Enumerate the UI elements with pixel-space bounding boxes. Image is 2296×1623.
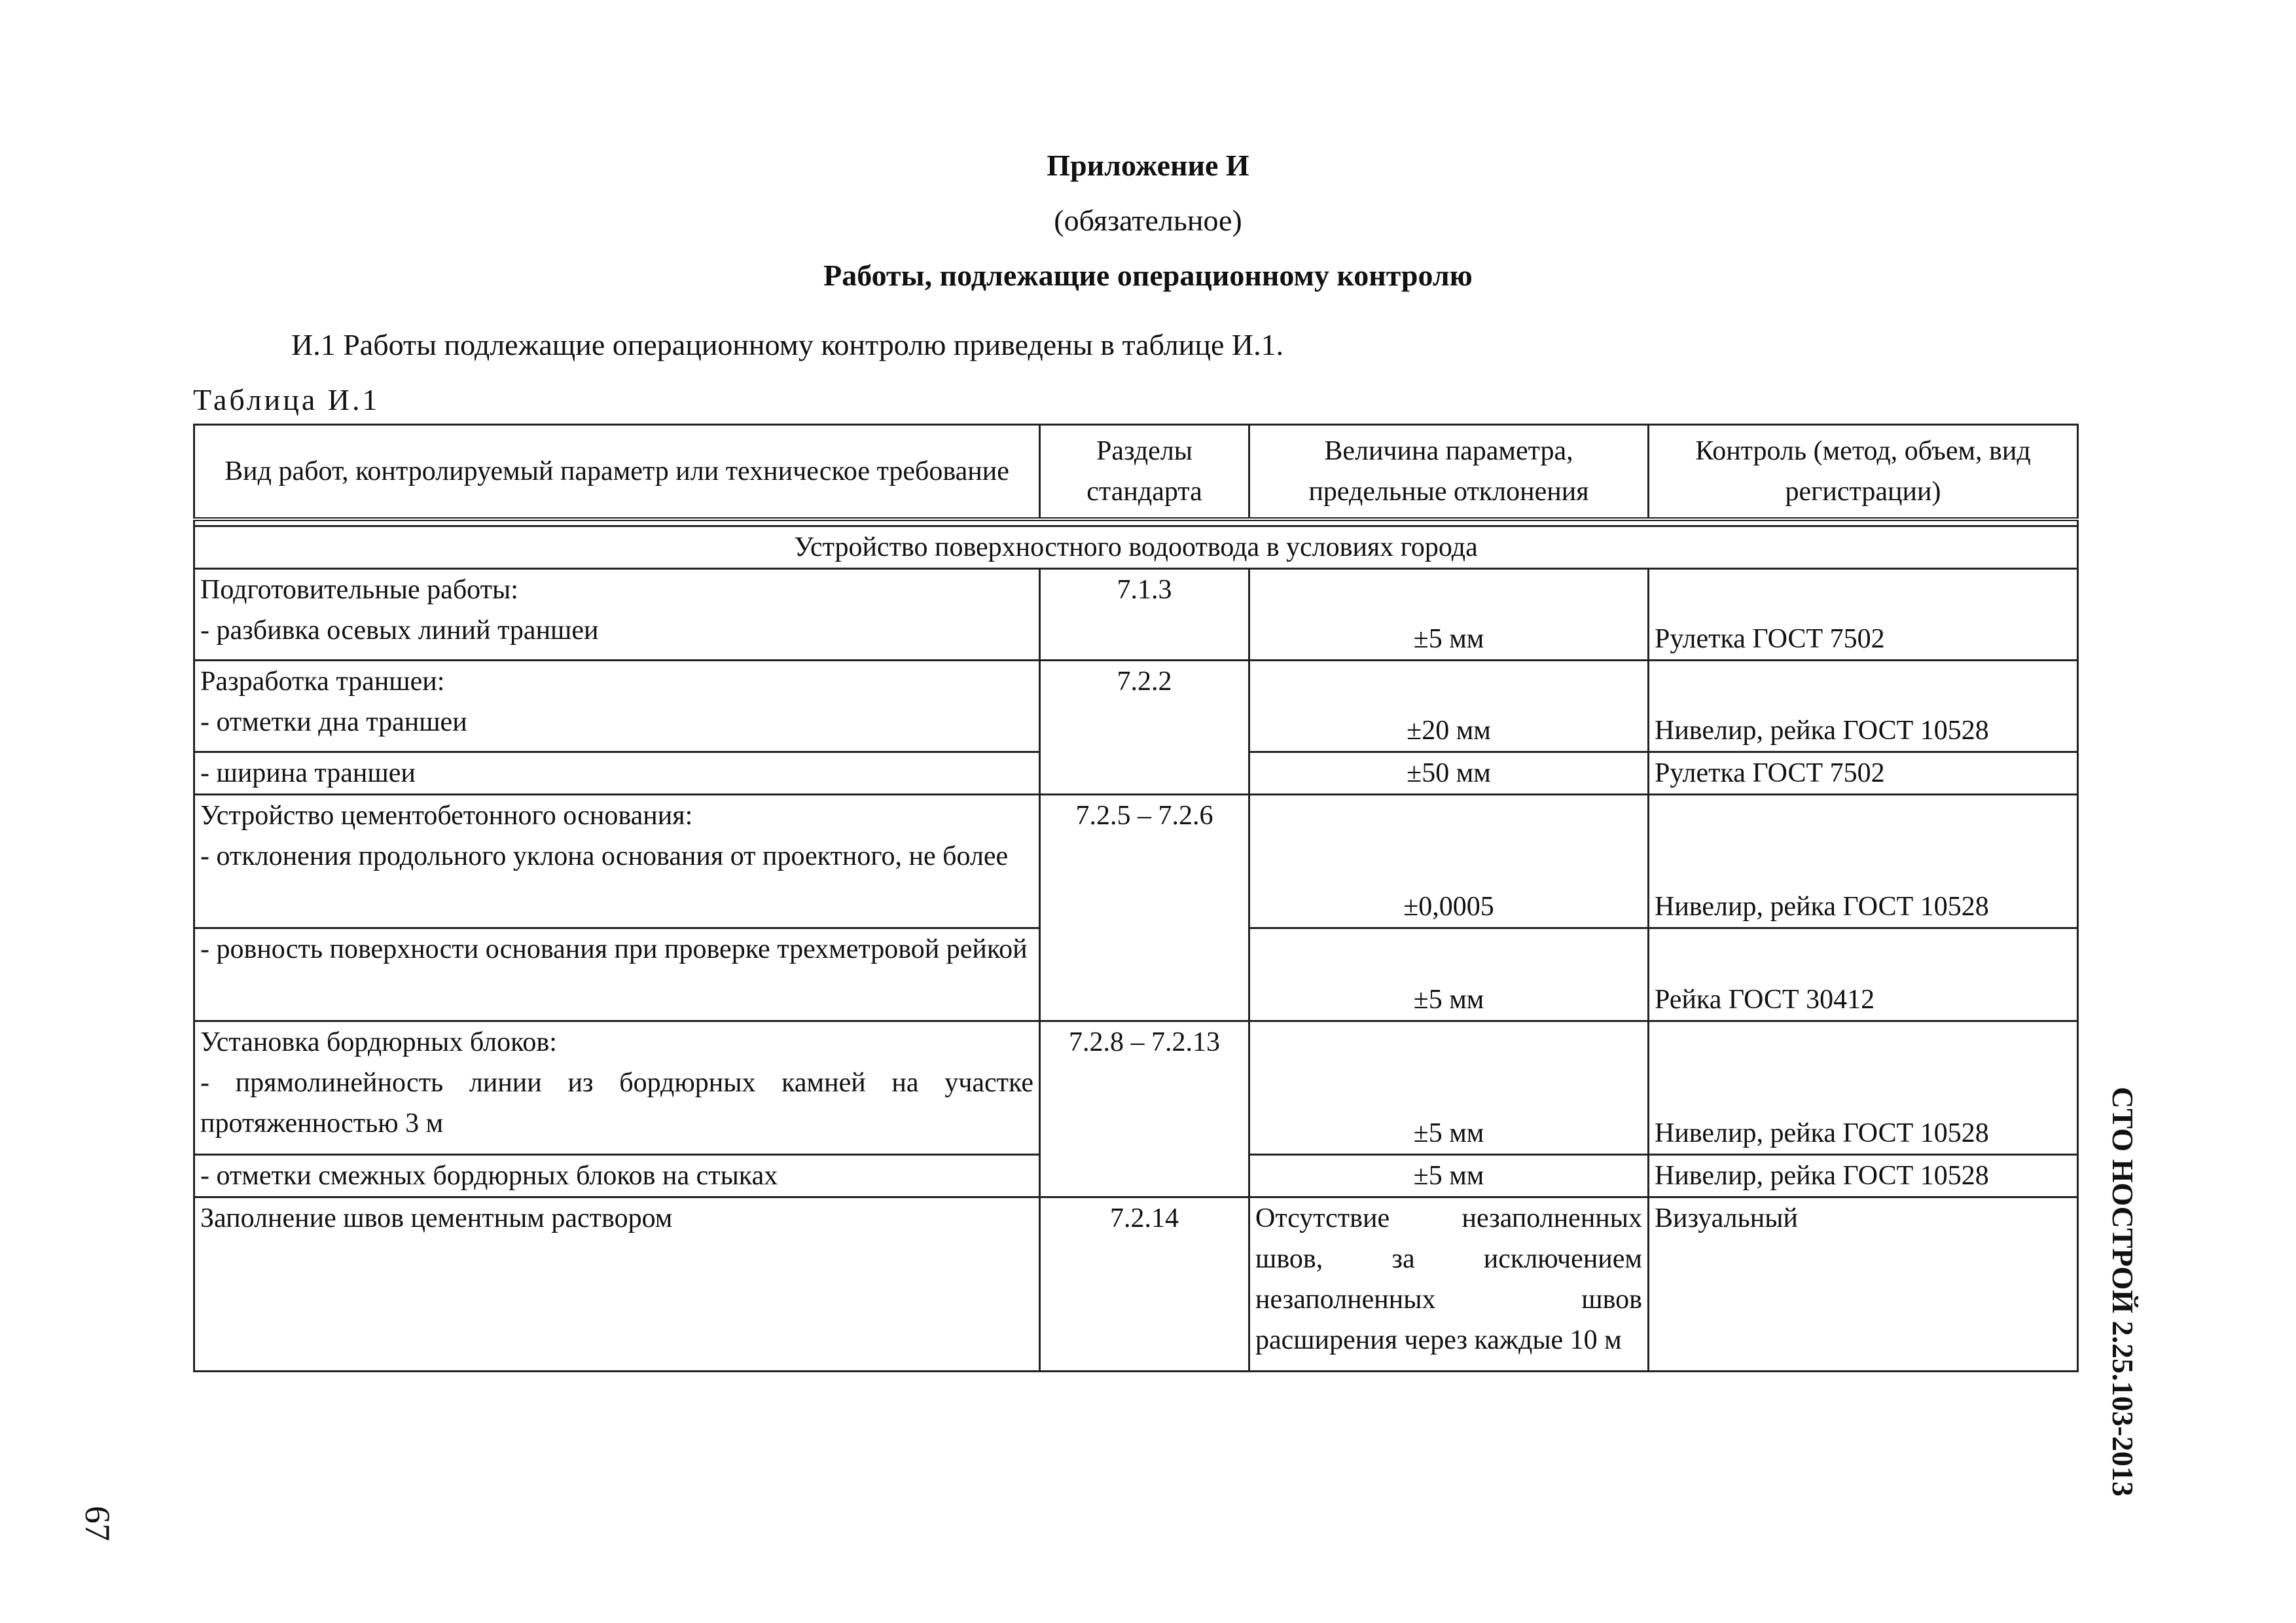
value-cell: ±20 мм bbox=[1249, 661, 1649, 752]
sections-cell: 7.1.3 bbox=[1040, 569, 1249, 661]
header-value: Величина параметра, предельные отклонения bbox=[1249, 425, 1649, 520]
operations-table bbox=[193, 424, 2079, 1372]
group-title: Разработка траншеи: bbox=[200, 666, 445, 697]
table-row bbox=[194, 661, 2078, 752]
item-name: - отметки дна траншеи bbox=[200, 707, 467, 737]
item-name: - ровность поверхности основания при проверке трехметровой рейкой bbox=[194, 928, 1040, 1021]
item-name: - разбивка осевых линий траншеи bbox=[200, 615, 599, 646]
table-row bbox=[194, 1021, 2078, 1155]
control-cell: Визуальный bbox=[1649, 1197, 2078, 1372]
table-section-row bbox=[194, 526, 2078, 569]
control-cell: Нивелир, рейка ГОСТ 10528 bbox=[1649, 1021, 2078, 1155]
header-separator bbox=[194, 519, 2078, 526]
control-cell: Рулетка ГОСТ 7502 bbox=[1649, 569, 2078, 661]
work-cell bbox=[194, 795, 1040, 928]
appendix-heading: Работы, подлежащие операционному контролю bbox=[823, 259, 1473, 292]
item-name: - ширина траншеи bbox=[194, 752, 1040, 795]
table-row bbox=[194, 569, 2078, 661]
value-cell: Отсутствие незаполненных швов, за исключением незаполненных швов расширения через каждые 10 м bbox=[1249, 1197, 1649, 1372]
work-cell bbox=[194, 1021, 1040, 1155]
group-title: Устройство цементобетонного основания: bbox=[200, 801, 693, 831]
value-cell: ±5 мм bbox=[1249, 928, 1649, 1021]
sections-cell: 7.2.8 – 7.2.13 bbox=[1040, 1021, 1249, 1197]
value-cell: ±0,0005 bbox=[1249, 795, 1649, 928]
header-work-type: Вид работ, контролируемый параметр или техническое требование bbox=[194, 425, 1040, 520]
header-sections: Разделы стандарта bbox=[1040, 425, 1249, 520]
control-cell: Рулетка ГОСТ 7502 bbox=[1649, 752, 2078, 795]
control-cell: Нивелир, рейка ГОСТ 10528 bbox=[1649, 795, 2078, 928]
item-name: - отклонения продольного уклона основания от проектного, не более bbox=[200, 841, 1009, 871]
document-code: СТО НОСТРОЙ 2.25.103-2013 bbox=[2106, 1087, 2140, 1497]
table-caption: Таблица И.1 bbox=[193, 383, 380, 416]
table-header-row bbox=[194, 425, 2078, 520]
item-name: - прямолинейность линии из бордюрных камней на участке протяженностью 3 м bbox=[200, 1068, 1033, 1139]
page-number: 67 bbox=[78, 1506, 117, 1541]
appendix-status: (обязательное) bbox=[1054, 204, 1242, 237]
value-cell: ±5 мм bbox=[1249, 1021, 1649, 1155]
appendix-title: Приложение И bbox=[1047, 149, 1249, 182]
item-name: - отметки смежных бордюрных блоков на стыках bbox=[194, 1155, 1040, 1197]
value-cell: ±5 мм bbox=[1249, 1155, 1649, 1197]
control-cell: Нивелир, рейка ГОСТ 10528 bbox=[1649, 661, 2078, 752]
work-cell: Заполнение швов цементным раствором bbox=[194, 1197, 1040, 1372]
control-cell: Рейка ГОСТ 30412 bbox=[1649, 928, 2078, 1021]
value-cell: ±50 мм bbox=[1249, 752, 1649, 795]
group-title: Установка бордюрных блоков: bbox=[200, 1027, 557, 1057]
sections-cell: 7.2.5 – 7.2.6 bbox=[1040, 795, 1249, 1021]
intro-paragraph: И.1 Работы подлежащие операционному контролю приведены в таблице И.1. bbox=[291, 328, 1284, 361]
value-cell: ±5 мм bbox=[1249, 569, 1649, 661]
table-row bbox=[194, 1197, 2078, 1372]
section-title: Устройство поверхностного водоотвода в условиях города bbox=[194, 526, 2078, 569]
sections-cell: 7.2.2 bbox=[1040, 661, 1249, 795]
work-cell bbox=[194, 661, 1040, 752]
table-row bbox=[194, 795, 2078, 928]
sections-cell: 7.2.14 bbox=[1040, 1197, 1249, 1372]
group-title: Подготовительные работы: bbox=[200, 575, 518, 605]
control-cell: Нивелир, рейка ГОСТ 10528 bbox=[1649, 1155, 2078, 1197]
header-control: Контроль (метод, объем, вид регистрации) bbox=[1649, 425, 2078, 520]
work-cell bbox=[194, 569, 1040, 661]
